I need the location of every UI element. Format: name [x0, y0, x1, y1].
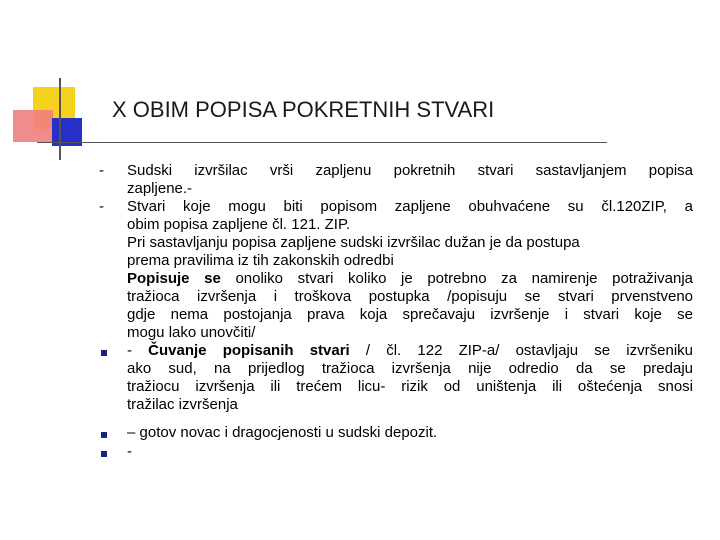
paragraph-line: gdje nema postojanja prava koja sprečavaju izvršenje i stvari koje se: [127, 306, 693, 323]
paragraph-line: Pri sastavljanju popisa zapljene sudski izvršilac dužan je da postupa: [127, 234, 580, 251]
paragraph-line: zapljene.-: [127, 180, 193, 197]
paragraph-line: prema pravilima iz tih zakonskih odredbi: [127, 252, 394, 269]
paragraph-line: Sudski izvršilac vrši zapljenu pokretnih stvari sastavljanjem popisa: [127, 162, 693, 179]
square-bullet-icon: [101, 451, 107, 457]
paragraph-line: [127, 270, 693, 288]
line-text: onoliko stvari koliko je potrebno za namirenje potraživanja: [220, 270, 693, 287]
bold-phrase: Popisuje se: [127, 270, 221, 287]
square-bullet-icon: [101, 350, 107, 356]
paragraph-line: obim popisa zapljene čl. 121. ZIP.: [127, 216, 351, 233]
dash-bullet: -: [99, 162, 104, 179]
paragraph-line: – gotov novac i dragocjenosti u sudski depozit.: [127, 424, 438, 441]
slide-title: X OBIM POPISA POKRETNIH STVARI: [112, 97, 495, 122]
paragraph-line: -: [127, 443, 132, 460]
line-text: -: [127, 342, 149, 359]
paragraph-line: [127, 342, 693, 360]
line-text: / čl. 122 ZIP-a/ ostavljaju se izvršeniku: [349, 342, 693, 359]
paragraph-line: ako sud, na prijedlog tražioca izvršenja nije odredio da se predaju: [127, 360, 693, 377]
paragraph-line: tražioca izvršenja i troškova postupka /popisuju se stvari prvenstveno: [127, 288, 693, 305]
paragraph-line: Stvari koje mogu biti popisom zapljene obuhvaćene su čl.120ZIP, a: [127, 198, 693, 215]
paragraph-line: mogu lako unovčiti/: [127, 324, 256, 341]
paragraph-line: tražilac izvršenja: [127, 396, 238, 413]
square-bullet-icon: [101, 432, 107, 438]
dash-bullet: -: [99, 198, 104, 215]
bold-phrase: Čuvanje popisanih stvari: [148, 342, 350, 359]
paragraph-line: tražiocu izvršenja ili trećem licu- rizik od uništenja ili oštećenja snosi: [127, 378, 693, 395]
